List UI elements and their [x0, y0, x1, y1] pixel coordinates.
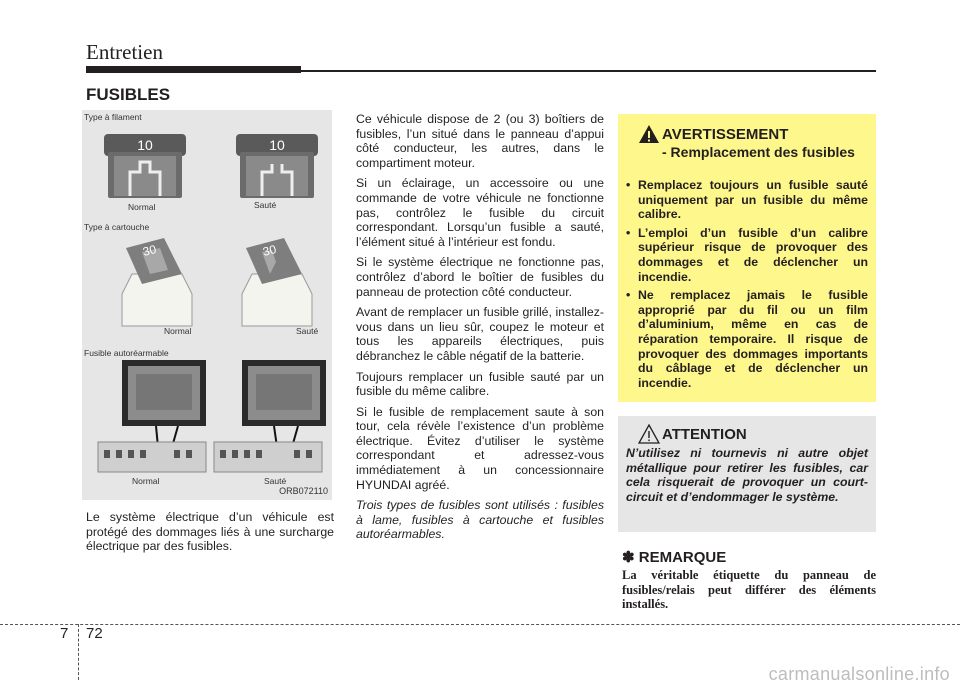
blade-rating-normal: 10 [137, 137, 153, 153]
attention-title: ATTENTION [662, 426, 747, 443]
page-number: 72 [86, 625, 103, 642]
label-auto: Fusible autoréarmable [84, 348, 169, 358]
col1-paragraph-1: Le système électrique d’un véhicule est protégé des dommages liés à une surcharge électrique par des fusibles. [86, 510, 334, 554]
col2-paragraph-6: Si le fusible de remplacement saute à son tour, cela révèle l’existence d’un problème électrique. Évitez d’utiliser le système correspondant et adressez-vous immédiatement à un concessionnaire HYUNDAI agréé. [356, 404, 604, 492]
label-cartouche: Type à cartouche [84, 222, 150, 232]
label-normal-1: Normal [128, 202, 156, 212]
label-saute-3: Sauté [264, 476, 287, 486]
cartridge-rating-normal: 30 [141, 242, 158, 259]
caution-triangle-icon [638, 424, 660, 444]
warning-subtitle: - Remplacement des fusibles [662, 144, 855, 160]
label-normal-2: Normal [164, 326, 192, 336]
page-heading: FUSIBLES [86, 85, 171, 104]
col2-paragraph-1: Ce véhicule dispose de 2 (ou 3) boîtiers de fusibles, l’un situé dans le panneau d’appui côté conducteur, les autres, dans le compartiment moteur. [356, 112, 604, 170]
title-rule [301, 70, 876, 72]
label-saute-2: Sauté [296, 326, 319, 336]
section-title: Entretien [86, 40, 163, 64]
cartridge-fuse-normal-icon [112, 234, 202, 330]
col2-paragraph-5: Toujours remplacer un fusible sauté par un fusible du même calibre. [356, 369, 604, 399]
warning-title: AVERTISSEMENT [662, 126, 789, 143]
footer-divider [78, 624, 79, 680]
warning-triangle-icon [638, 124, 660, 144]
attention-box [618, 416, 876, 532]
column-1 [86, 510, 334, 560]
col2-paragraph-4: Avant de remplacer un fusible grillé, installez-vous dans un lieu sûr, coupez le moteur et tous les appareils électriques, puis débranchez le câble négatif de la batterie. [356, 305, 604, 363]
title-bar [86, 66, 301, 73]
col2-paragraph-2: Si un éclairage, un accessoire ou une commande de votre véhicule ne fonctionne pas, contrôlez le fusible du circuit correspondant. Lorsqu’un fusible a sauté, l’élément situé à l’intérieur est fondu. [356, 176, 604, 249]
warning-list [626, 178, 868, 394]
blade-fuse-normal-icon [100, 132, 190, 200]
cartridge-fuse-blown-icon [232, 234, 322, 330]
blade-rating-blown: 10 [269, 137, 285, 153]
label-saute-1: Sauté [254, 200, 277, 210]
chapter-number: 7 [60, 625, 69, 642]
label-normal-3: Normal [132, 476, 160, 486]
attention-text: N’utilisez ni tournevis ni autre objet métallique pour retirer les fusibles, car cela risquerait de provoquer un court-circuit et d’endommager le système. [626, 446, 868, 504]
watermark: carmanualsonline.info [768, 664, 950, 684]
auto-reset-fuses-icon [94, 358, 326, 482]
warning-item: • L’emploi d’un fusible d’un calibre supérieur risque de provoquer des dommages et de déclencher un incendie. [626, 226, 868, 284]
blade-fuse-blown-icon [232, 132, 322, 200]
cartridge-rating-blown: 30 [261, 242, 278, 259]
remarque-text: La véritable étiquette du panneau de fusibles/relais peut différer des éléments installés. [622, 568, 876, 612]
label-filament: Type à filament [84, 112, 142, 122]
column-2 [356, 112, 604, 548]
fuse-figure [82, 110, 332, 500]
col2-paragraph-7: Trois types de fusibles sont utilisés : fusibles à lame, fusibles à cartouche et fusibles autoréarmables. [356, 498, 604, 542]
warning-box [618, 114, 876, 402]
warning-item: • Ne remplacez jamais le fusible approprié par du fil ou un film d’aluminium, même en cas de réparation temporaire. Il risque de provoquer des dommages importants du câblage et de déclencher un incendie. [626, 288, 868, 390]
remarque-title: ✽ REMARQUE [622, 549, 727, 566]
warning-item: • Remplacez toujours un fusible sauté uniquement par un fusible du même calibre. [626, 178, 868, 222]
figure-code: ORB072110 [279, 486, 328, 496]
col2-paragraph-3: Si le système électrique ne fonctionne pas, contrôlez d’abord le boîtier de fusibles du panneau de protection côté conducteur. [356, 255, 604, 299]
footer-rule [0, 624, 960, 625]
